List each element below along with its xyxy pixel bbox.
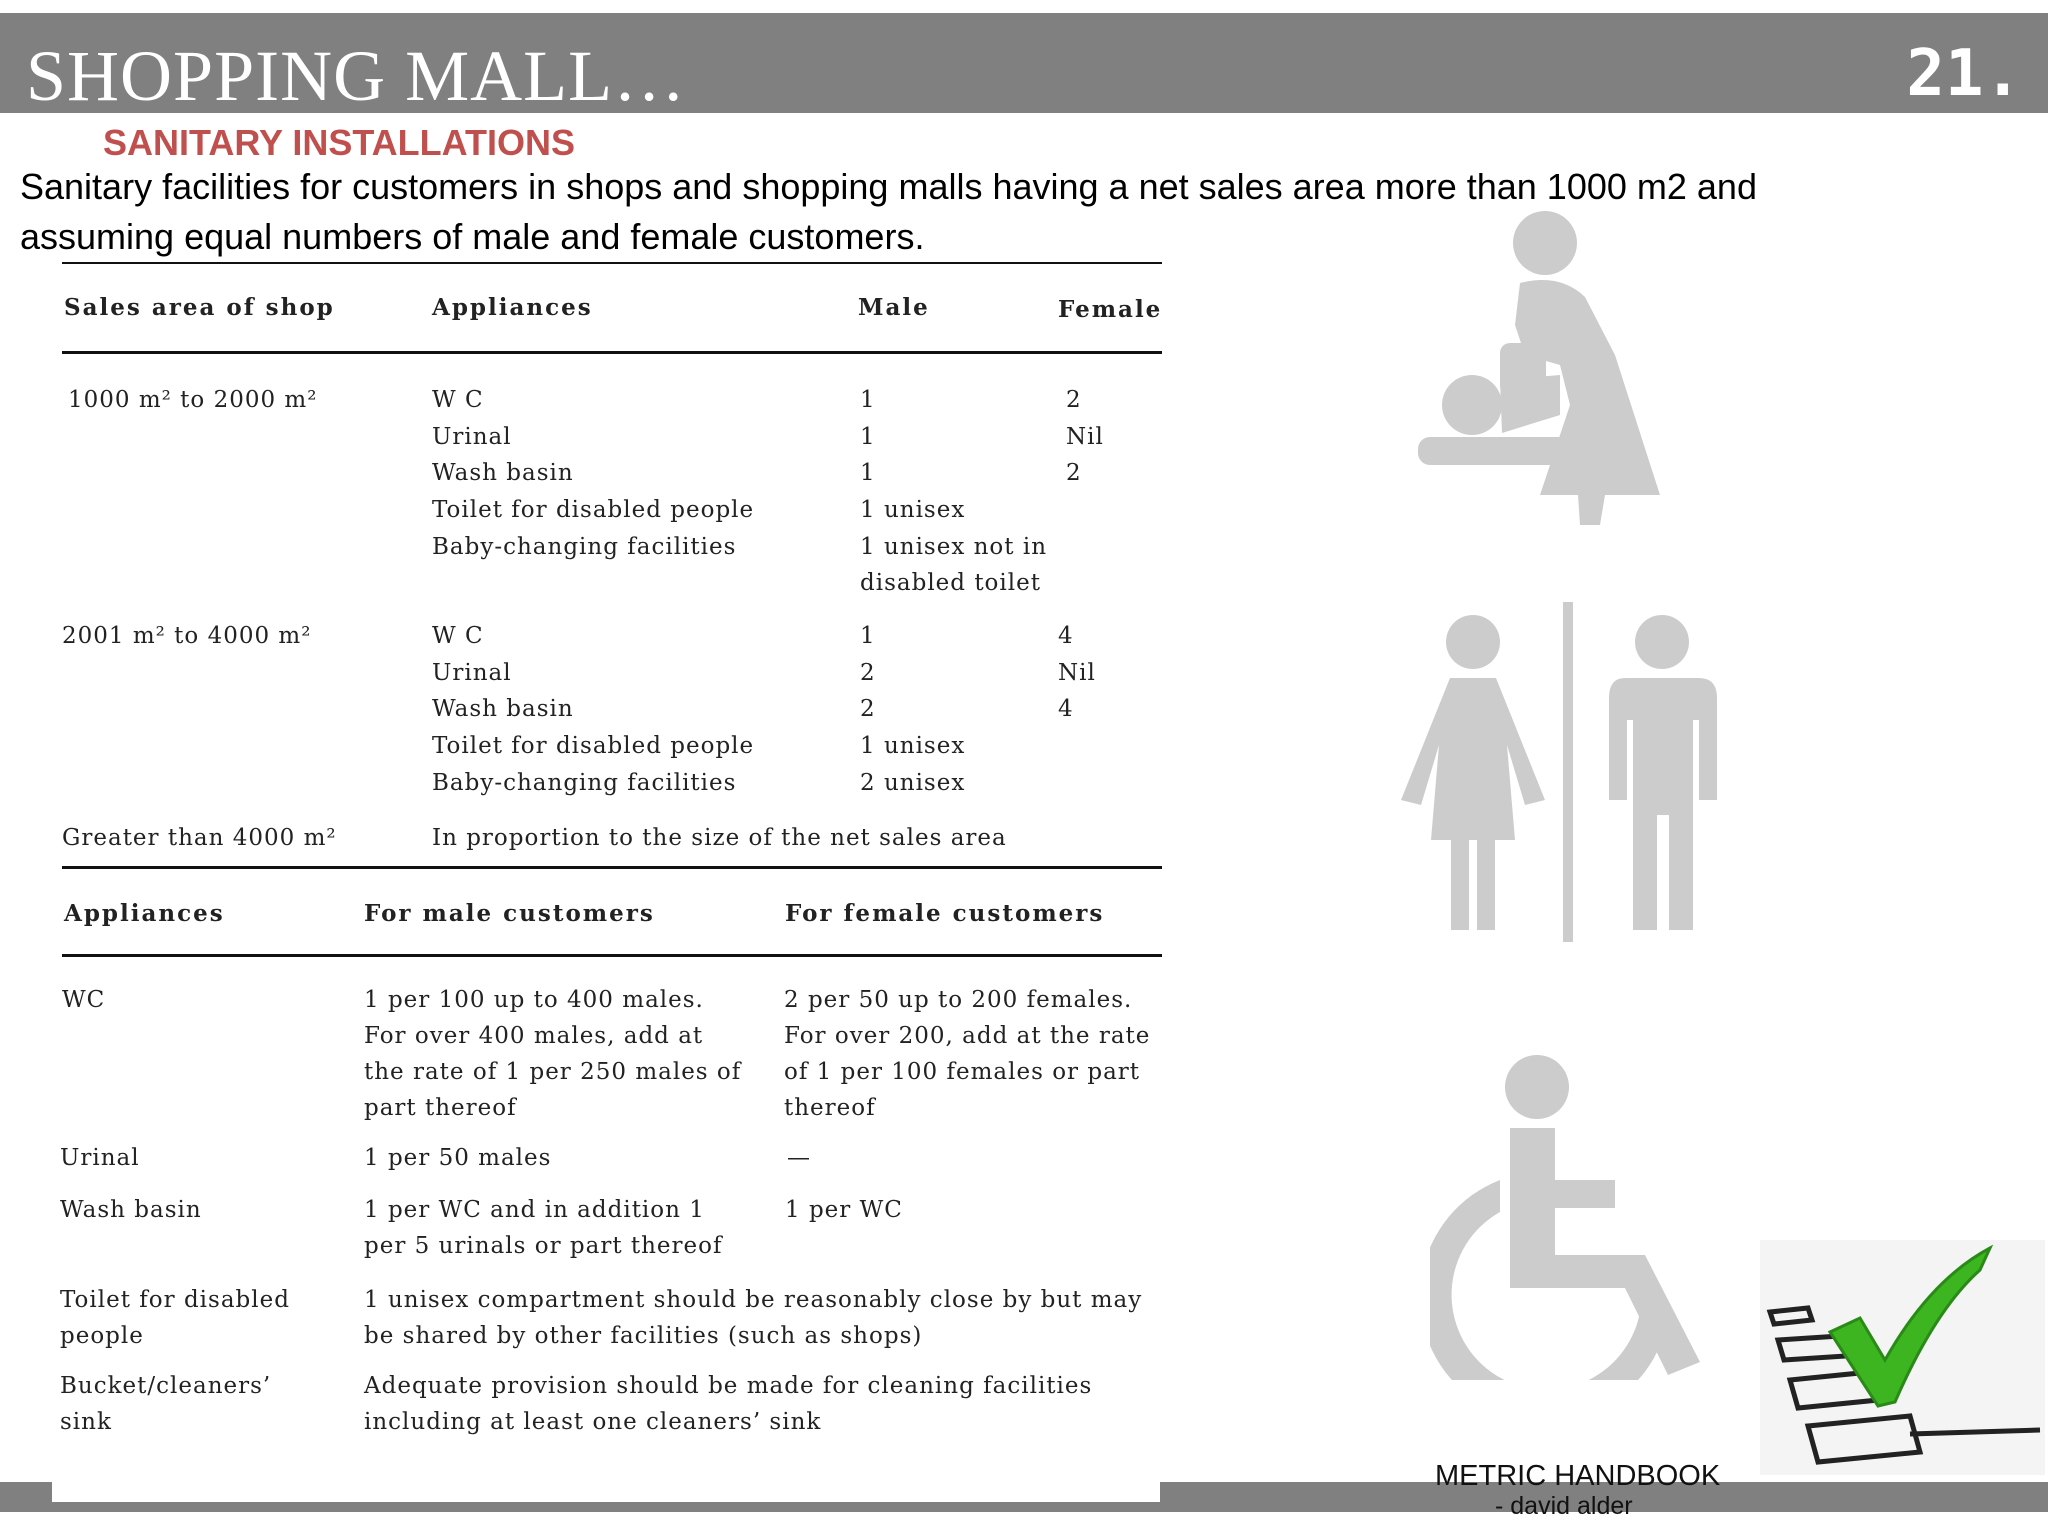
footer-divider bbox=[52, 1478, 1160, 1502]
table2-male: 1 per WC and in addition 1 per 5 urinals or part thereof bbox=[364, 1197, 723, 1259]
source-credit-title: METRIC HANDBOOK bbox=[1435, 1460, 1721, 1492]
table2-male: 1 per 50 males bbox=[364, 1145, 552, 1171]
table2-female: 1 per WC bbox=[785, 1197, 903, 1223]
table1-note: In proportion to the size of the net sales area bbox=[432, 825, 1007, 851]
table1-male: 1 unisex not in disabled toilet bbox=[860, 534, 1048, 596]
table2-appliance: WC bbox=[62, 987, 106, 1013]
wheelchair-icon bbox=[1430, 1050, 1720, 1380]
table-rule bbox=[62, 351, 1162, 354]
table2-header-male: For male customers bbox=[364, 900, 655, 927]
table1-male: 2 bbox=[860, 660, 876, 686]
table-rule bbox=[62, 866, 1162, 869]
table-rule bbox=[62, 262, 1162, 264]
table2-female: 2 per 50 up to 200 females. For over 200, add at the rate of 1 per 100 females or part thereof bbox=[784, 987, 1151, 1121]
table1-female: 2 bbox=[1066, 387, 1082, 413]
table1-appliance: Wash basin bbox=[432, 460, 574, 486]
table1-female: Nil bbox=[1066, 424, 1104, 450]
table2-header-female: For female customers bbox=[785, 900, 1105, 927]
table2-female: — bbox=[787, 1145, 811, 1171]
table1-header-appliances: Appliances bbox=[432, 294, 593, 321]
slide-number: 21. bbox=[1906, 37, 2022, 111]
table1-male: 1 bbox=[860, 623, 876, 649]
table2-combined: Adequate provision should be made for cleaning facilities including at least one cleaners’ sink bbox=[364, 1373, 1093, 1435]
checklist-checkmark-icon bbox=[1760, 1240, 2045, 1475]
male-female-toilet-icon bbox=[1395, 600, 1735, 945]
source-credit-author: - david alder bbox=[1495, 1492, 1633, 1520]
table1-female: 4 bbox=[1058, 696, 1074, 722]
table2-appliance: Toilet for disabled people bbox=[60, 1287, 290, 1349]
table2-appliance: Urinal bbox=[60, 1145, 140, 1171]
header-bar bbox=[0, 13, 2048, 116]
table1-female: 2 bbox=[1066, 460, 1082, 486]
table1-male: 2 unisex bbox=[860, 770, 966, 796]
baby-changing-icon bbox=[1410, 205, 1730, 525]
table1-appliance: Baby-changing facilities bbox=[432, 770, 737, 796]
table1-male: 1 bbox=[860, 460, 876, 486]
table1-female: Nil bbox=[1058, 660, 1096, 686]
table1-header-female: Female bbox=[1058, 296, 1163, 323]
table1-area: 2001 m² to 4000 m² bbox=[62, 623, 312, 649]
table2-combined: 1 unisex compartment should be reasonably close by but may be shared by other facilities (such as shops) bbox=[364, 1287, 1143, 1349]
table1-appliance: Urinal bbox=[432, 424, 512, 450]
slide-title: SHOPPING MALL… bbox=[26, 36, 687, 116]
table1-male: 1 bbox=[860, 424, 876, 450]
table1-header-area: Sales area of shop bbox=[64, 294, 335, 321]
sanitary-tables bbox=[52, 260, 1162, 1490]
table1-appliance: Baby-changing facilities bbox=[432, 534, 737, 560]
table1-male: 1 unisex bbox=[860, 733, 966, 759]
intro-text: Sanitary facilities for customers in shops and shopping malls having a net sales area more than 1000 m2 and assuming equal numbers of male and female customers. bbox=[20, 166, 1757, 257]
table-rule bbox=[62, 954, 1162, 957]
table1-appliance: W C bbox=[432, 623, 484, 649]
table1-area: Greater than 4000 m² bbox=[62, 825, 337, 851]
table2-male: 1 per 100 up to 400 males. For over 400 males, add at the rate of 1 per 250 males of part thereof bbox=[364, 987, 742, 1121]
table1-area: 1000 m² to 2000 m² bbox=[68, 387, 318, 413]
table1-appliance: Toilet for disabled people bbox=[432, 733, 755, 759]
table2-appliance: Bucket/cleaners’ sink bbox=[60, 1373, 272, 1435]
table1-appliance: Wash basin bbox=[432, 696, 574, 722]
table1-appliance: Urinal bbox=[432, 660, 512, 686]
table1-male: 1 unisex bbox=[860, 497, 966, 523]
table1-appliance: Toilet for disabled people bbox=[432, 497, 755, 523]
table1-female: 4 bbox=[1058, 623, 1074, 649]
section-heading: SANITARY INSTALLATIONS bbox=[103, 122, 575, 163]
table1-male: 1 bbox=[860, 387, 876, 413]
table2-appliance: Wash basin bbox=[60, 1197, 202, 1223]
table1-header-male: Male bbox=[858, 294, 930, 321]
table2-header-appliances: Appliances bbox=[64, 900, 225, 927]
table1-appliance: W C bbox=[432, 387, 484, 413]
table1-male: 2 bbox=[860, 696, 876, 722]
